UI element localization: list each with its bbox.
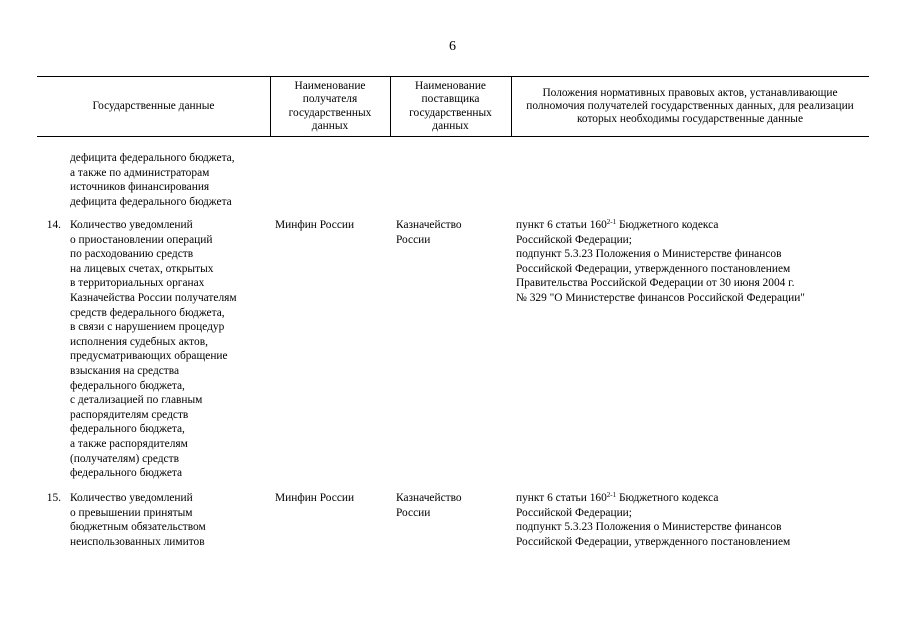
state-data-cell [70, 491, 206, 549]
text-line: Российской Федерации; [516, 233, 632, 246]
text-line: исполнения судебных актов, [70, 335, 208, 348]
supplier-cell [396, 491, 462, 520]
superscript: 2-1 [606, 218, 617, 226]
column-divider [511, 76, 512, 136]
row-number: 14. [46, 219, 61, 231]
text-line: с детализацией по главным [70, 394, 203, 407]
legal-provisions-cell [516, 218, 805, 306]
text-fragment: Бюджетного кодекса [616, 219, 719, 231]
text-line: подпункт 5.3.23 Положения о Министерстве финансов [516, 248, 782, 261]
recipient-cell: Минфин России [275, 492, 355, 504]
text-line: в связи с нарушением процедур [70, 321, 225, 334]
text-line: в территориальных органах [70, 277, 205, 290]
page-number: 6 [449, 39, 456, 54]
text-line: подпункт 5.3.23 Положения о Министерстве финансов [516, 521, 782, 534]
column-divider [390, 76, 391, 136]
text-line: Российской Федерации; [516, 506, 632, 519]
text-line: Правительства Российской Федерации от 30 июня 2004 г. [516, 277, 795, 290]
column-divider [270, 76, 271, 136]
text-line: а также по администраторам [70, 166, 210, 179]
text-line: Количество уведомлений [70, 219, 193, 231]
text-line: России [396, 506, 431, 519]
header-state-data: Государственные данные [92, 99, 215, 112]
text-line: на лицевых счетах, открытых [70, 262, 214, 275]
text-line: бюджетным обязательством [70, 521, 206, 534]
supplier-cell [396, 218, 462, 247]
text-line: предусматривающих обращение [70, 350, 228, 363]
text-line: Количество уведомлений [70, 492, 193, 504]
legal-provisions-cell [516, 491, 790, 549]
text-line: Казначейства России получателям [70, 291, 237, 304]
text-line: неиспользованных лимитов [70, 535, 205, 548]
text-line: о приостановлении операций [70, 233, 213, 246]
text-line: распорядителям средств [70, 408, 189, 421]
text-line: Российской Федерации, утвержденного постановлением [516, 262, 791, 275]
text-line: взыскания на средства [70, 364, 180, 377]
text-line: федерального бюджета, [70, 379, 185, 392]
continuation-cell [70, 151, 235, 209]
text-line: по расходованию средств [70, 248, 194, 261]
text-fragment: Бюджетного кодекса [616, 492, 719, 504]
text-line: Российской Федерации, утвержденного постановлением [516, 535, 791, 548]
text-line: о превышении принятым [70, 506, 193, 519]
text-line: федерального бюджета [70, 467, 183, 480]
legal-first-line [516, 491, 790, 506]
text-line: источников финансирования [70, 181, 210, 194]
text-line: дефицита федерального бюджета, [70, 152, 235, 164]
superscript: 2-1 [606, 491, 617, 499]
row-number: 15. [46, 492, 61, 504]
header-legal-provisions: Положения нормативных правовых актов, устанавливающие полномочия получателей государственных данных, для реализации которых необходимы государственные данные [526, 86, 854, 126]
text-line: а также распорядителям [70, 437, 188, 450]
text-fragment: пункт 6 статьи 160 [516, 219, 607, 231]
header-supplier: Наименование поставщика государственных данных [409, 80, 492, 132]
text-line: средств федерального бюджета, [70, 306, 225, 319]
state-data-cell [70, 218, 237, 481]
text-line: (получателям) средств [70, 452, 179, 465]
text-fragment: пункт 6 статьи 160 [516, 492, 607, 504]
header-recipient: Наименование получателя государственных данных [288, 80, 372, 132]
legal-first-line [516, 218, 805, 233]
table-header-bottom-border [37, 136, 869, 137]
text-line: дефицита федерального бюджета [70, 195, 232, 208]
text-line: Казначейство [396, 492, 462, 504]
text-line: № 329 "О Министерстве финансов Российской Федерации" [516, 291, 805, 304]
text-line: Казначейство [396, 219, 462, 231]
recipient-cell: Минфин России [275, 219, 355, 231]
text-line: России [396, 233, 431, 246]
text-line: федерального бюджета, [70, 423, 185, 436]
